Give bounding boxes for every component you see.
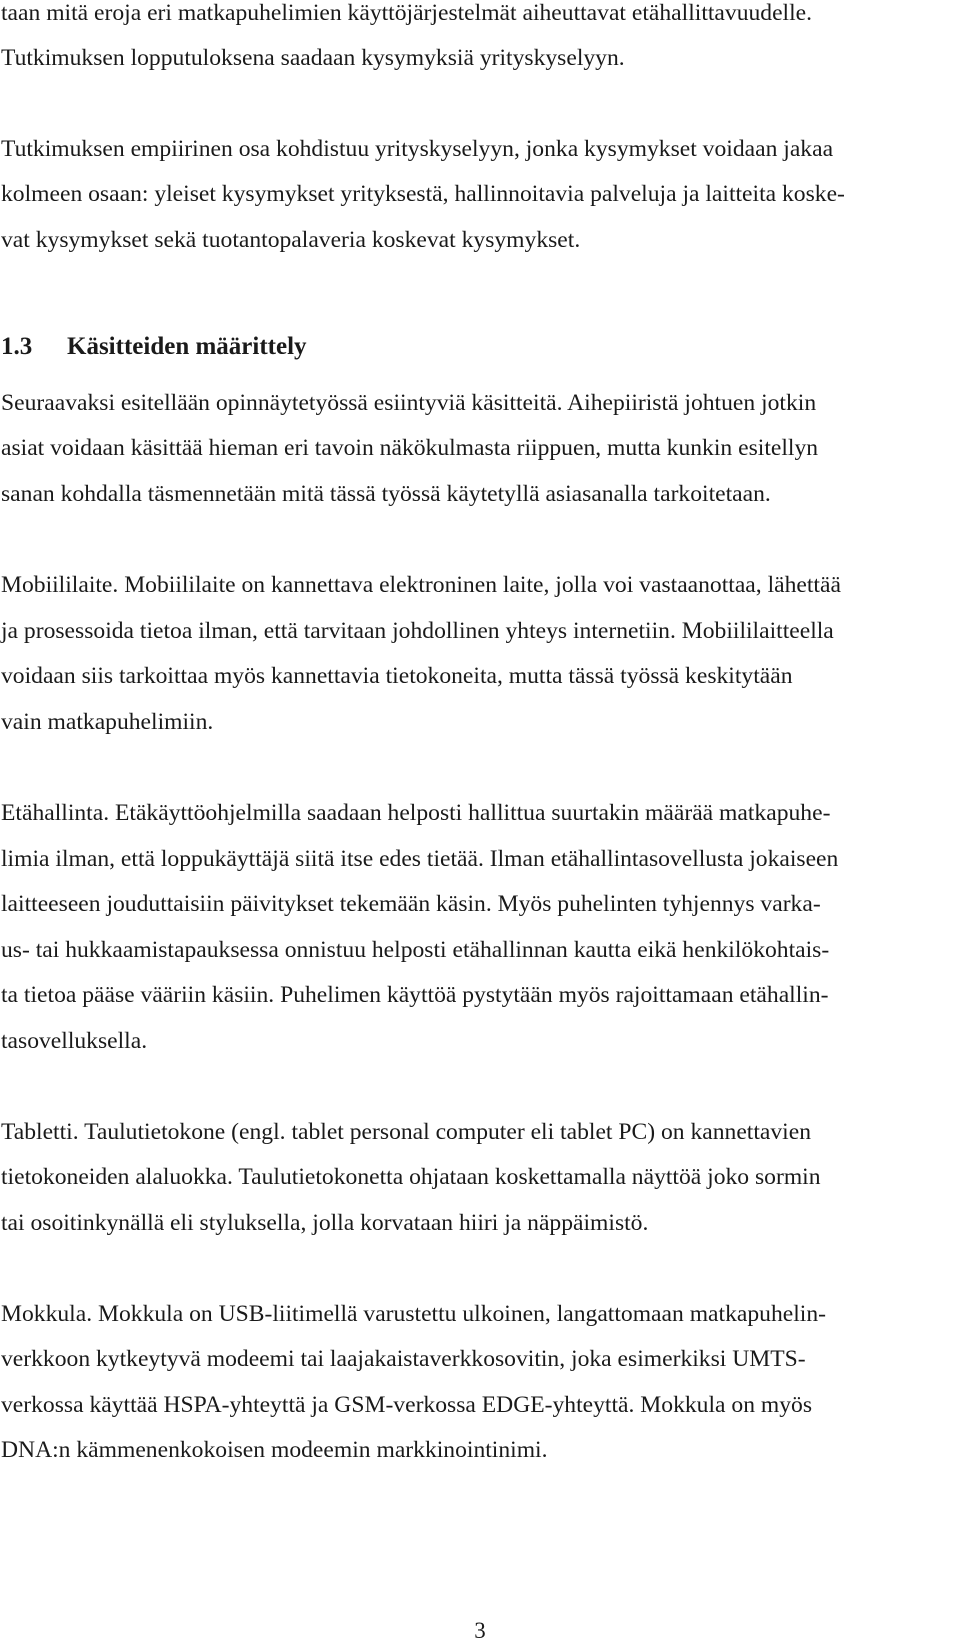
text-line: laitteeseen jouduttaisiin päivitykset tekemään käsin. Myös puhelinten tyhjennys varka- — [1, 891, 821, 917]
text-line: us- tai hukkaamistapauksessa onnistuu helposti etähallinnan kautta eikä henkilökohtais- — [1, 937, 830, 963]
text-line: Mokkula. Mokkula on USB-liitimellä varustettu ulkoinen, langattomaan matkapuhelin- — [1, 1301, 826, 1327]
section-title: Käsitteiden määrittely — [67, 333, 307, 360]
text-line: vat kysymykset sekä tuotantopalaveria koskevat kysymykset. — [1, 227, 581, 253]
text-line: Tabletti. Taulutietokone (engl. tablet personal computer eli tablet PC) on kannettavien — [1, 1119, 812, 1145]
text-line: Tutkimuksen empiirinen osa kohdistuu yrityskyselyyn, jonka kysymykset voidaan jakaa — [1, 136, 834, 162]
text-line: Mobiililaite. Mobiililaite on kannettava elektroninen laite, jolla voi vastaanottaa, lähettää — [1, 572, 841, 598]
text-line: Etähallinta. Etäkäyttöohjelmilla saadaan helposti hallittua suurtakin määrää matkapuhe- — [1, 800, 831, 826]
page-number: 3 — [474, 1618, 486, 1643]
text-line: taan mitä eroja eri matkapuhelimien käyttöjärjestelmät aiheuttavat etähallittavuudelle. — [1, 0, 813, 26]
text-line: voidaan siis tarkoittaa myös kannettavia tietokoneita, mutta tässä työssä keskitytään — [1, 663, 793, 689]
text-line: asiat voidaan käsittää hieman eri tavoin näkökulmasta riippuen, mutta kunkin esitellyn — [1, 435, 819, 461]
text-line: ta tietoa pääse vääriin käsiin. Puhelimen käyttöä pystytään myös rajoittamaan etähallin- — [1, 982, 829, 1008]
section-number: 1.3 — [1, 333, 33, 360]
text-line: tasovelluksella. — [1, 1028, 148, 1054]
text-line: DNA:n kämmenenkokoisen modeemin markkinointinimi. — [1, 1437, 548, 1463]
text-line: tietokoneiden alaluokka. Taulutietokonetta ohjataan koskettamalla näyttöä joko sormin — [1, 1164, 821, 1190]
text-line: Seuraavaksi esitellään opinnäytetyössä esiintyviä käsitteitä. Aihepiiristä johtuen jotkin — [1, 390, 817, 416]
text-line: Tutkimuksen lopputuloksena saadaan kysymyksiä yrityskyselyyn. — [1, 45, 625, 71]
text-line: ja prosessoida tietoa ilman, että tarvitaan johdollinen yhteys internetiin. Mobiililaitteella — [1, 618, 834, 644]
text-line: sanan kohdalla täsmennetään mitä tässä työssä käytetyllä asiasanalla tarkoitetaan. — [1, 481, 771, 507]
text-line: limia ilman, että loppukäyttäjä siitä itse edes tietää. Ilman etähallintasovellusta jokaiseen — [1, 846, 839, 872]
text-line: vain matkapuhelimiin. — [1, 709, 214, 735]
text-line: verkossa käyttää HSPA-yhteyttä ja GSM-verkossa EDGE-yhteyttä. Mokkula on myös — [1, 1392, 813, 1418]
section-heading — [1, 330, 307, 364]
text-line: verkkoon kytkeytyvä modeemi tai laajakaistaverkkosovitin, joka esimerkiksi UMTS- — [1, 1346, 806, 1372]
text-line: kolmeen osaan: yleiset kysymykset yrityksestä, hallinnoitavia palveluja ja laitteita koske- — [1, 181, 845, 207]
text-line: tai osoitinkynällä eli styluksella, jolla korvataan hiiri ja näppäimistö. — [1, 1210, 649, 1236]
